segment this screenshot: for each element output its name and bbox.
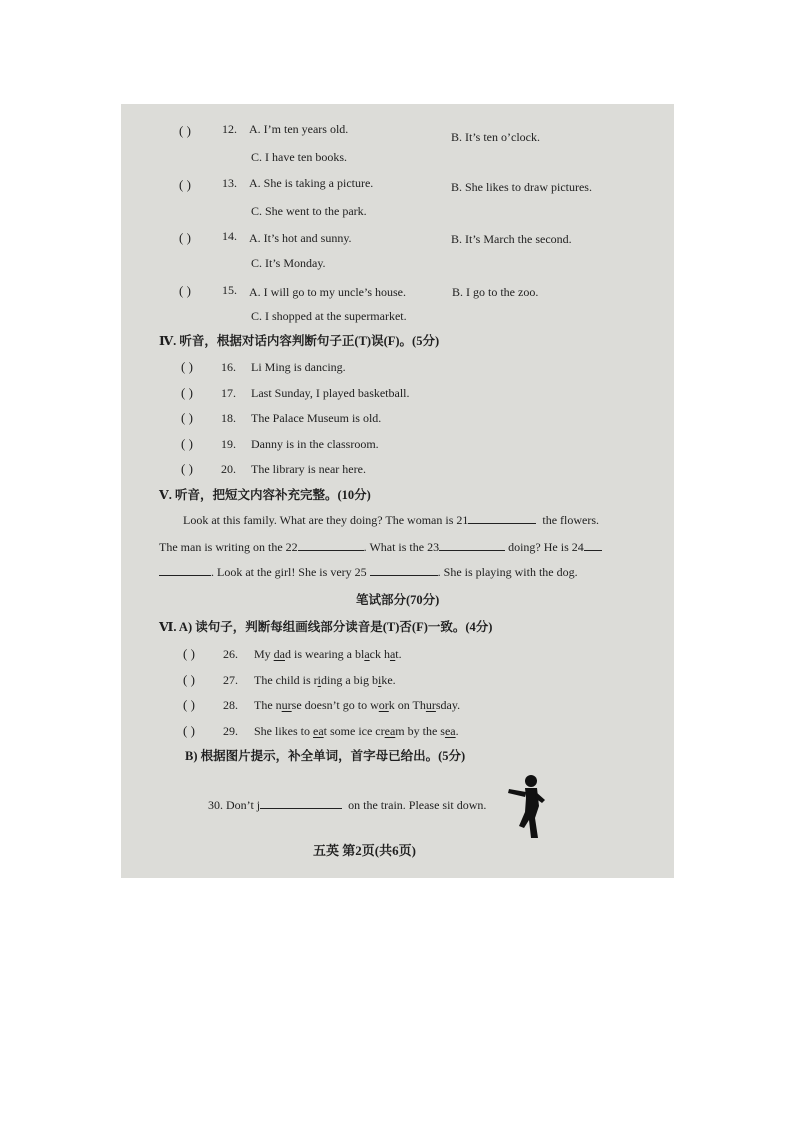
text: The man is writing on the 22 [159,540,298,554]
text: ding a big b [321,673,378,687]
item-text: Last Sunday, I played basketball. [251,386,410,400]
number-text: 17 [221,386,233,400]
text: doing? He is 24 [508,540,584,554]
item-text: The library is near here. [251,462,366,476]
blank-30[interactable] [260,798,342,809]
answer-parens: ( ) [179,283,191,298]
text: . Look at the girl! She is very 25 [211,565,367,579]
option-b: B. She likes to draw pictures. [451,180,592,194]
jumping-child-picture [505,772,551,840]
item-number: 28. [223,698,238,712]
text: se doesn’t go to w [291,698,379,712]
text: m by the s [395,724,445,738]
text: 30. Don’t j [208,798,261,812]
text: The child is r [254,673,318,687]
section-5-title: Ⅴ. 听音，把短文内容补充完整。(10分) [159,488,371,502]
number-text: 29 [223,724,235,738]
number-text: 16 [221,360,233,374]
scanned-exam-page [121,104,674,878]
text: sday. [435,698,461,712]
item-number: 16. [221,360,236,374]
page-footer: 五英 第2页(共6页) [313,843,416,858]
question-number: 14. [222,229,237,243]
number-text: 19 [221,437,233,451]
question-number: 12. [222,122,237,136]
question-number: 13. [222,176,237,190]
answer-parens: ( ) [181,410,193,425]
option-c: C. It’s Monday. [251,256,326,270]
number-text: 26 [223,647,235,661]
underlined-sound: ur [281,698,292,712]
passage-line-2 [159,540,602,554]
text: Look at this family. What are they doing? The woman is 21 [183,513,469,527]
text: . [455,724,459,738]
section-4-title: Ⅳ. 听音，根据对话内容判断句子正(T)误(F)。(5分) [159,334,440,348]
number-text: 14 [222,229,234,243]
underlined-sound: or [378,698,389,712]
underlined-sound: a [389,647,396,661]
passage-line-3 [159,565,578,579]
answer-parens: ( ) [183,697,195,712]
written-part-title: 笔试部分(70分) [356,593,440,607]
section-6-title: Ⅵ. A) 读句子，判断每组画线部分读音是(T)否(F)一致。(4分) [159,620,493,634]
option-a: A. I’m ten years old. [249,122,349,136]
question-number: 15. [222,283,237,297]
text: She likes to [254,724,313,738]
underlined-sound: i [317,673,321,687]
blank-24[interactable] [584,540,602,551]
answer-parens: ( ) [181,461,193,476]
option-c: C. I have ten books. [251,150,347,164]
answer-parens: ( ) [179,177,191,192]
text: d is wearing a bl [285,647,365,661]
text: The n [254,698,282,712]
number-text: 20 [221,462,233,476]
option-b: B. It’s ten o’clock. [451,130,540,144]
number-text: 27 [223,673,235,687]
text: t some ice cr [323,724,385,738]
text: My [254,647,274,661]
item-sentence [254,647,402,661]
option-a: A. I will go to my uncle’s house. [249,285,406,299]
text: t. [395,647,402,661]
underlined-sound: da [273,647,285,661]
option-b: B. It’s March the second. [451,232,572,246]
underlined-sound: ea [444,724,456,738]
item-number: 19. [221,437,236,451]
option-b: B. I go to the zoo. [452,285,539,299]
item-sentence [254,698,460,712]
passage-line-1 [183,513,599,527]
text: . She is playing with the dog. [437,565,578,579]
underlined-sound: ur [425,698,436,712]
blank-24-cont[interactable] [159,565,211,576]
underlined-sound: i [378,673,382,687]
item-number: 18. [221,411,236,425]
item-number: 26. [223,647,238,661]
number-text: 12 [222,122,234,136]
text: on the train. Please sit down. [348,798,487,812]
blank-23[interactable] [439,540,505,551]
number-text: 18 [221,411,233,425]
option-c: C. I shopped at the supermarket. [251,309,407,323]
answer-parens: ( ) [183,646,195,661]
item-number: 20. [221,462,236,476]
blank-25[interactable] [370,565,438,576]
item-text: Li Ming is dancing. [251,360,346,374]
section-6b-title: B) 根据图片提示，补全单词，首字母已给出。(5分) [185,749,466,763]
item-number: 17. [221,386,236,400]
text: ke. [381,673,396,687]
number-text: 15 [222,283,234,297]
item-30 [208,798,486,812]
text: the flowers. [542,513,600,527]
answer-parens: ( ) [181,385,193,400]
text: . What is the 23 [363,540,440,554]
item-text: Danny is in the classroom. [251,437,379,451]
number-text: 13 [222,176,234,190]
option-a: A. She is taking a picture. [249,176,374,190]
underlined-sound: ea [384,724,396,738]
item-sentence [254,724,459,738]
answer-parens: ( ) [183,723,195,738]
option-c: C. She went to the park. [251,204,367,218]
item-number: 27. [223,673,238,687]
text: k on Th [388,698,426,712]
blank-21[interactable] [468,513,536,524]
item-sentence [254,673,396,687]
answer-parens: ( ) [179,230,191,245]
answer-parens: ( ) [181,436,193,451]
item-number: 29. [223,724,238,738]
answer-parens: ( ) [179,123,191,138]
item-text: The Palace Museum is old. [251,411,382,425]
option-a: A. It’s hot and sunny. [249,231,352,245]
blank-22[interactable] [298,540,364,551]
answer-parens: ( ) [181,359,193,374]
number-text: 28 [223,698,235,712]
answer-parens: ( ) [183,672,195,687]
underlined-sound: ea [313,724,324,738]
underlined-sound: a [364,647,370,661]
text: ck h [369,647,390,661]
